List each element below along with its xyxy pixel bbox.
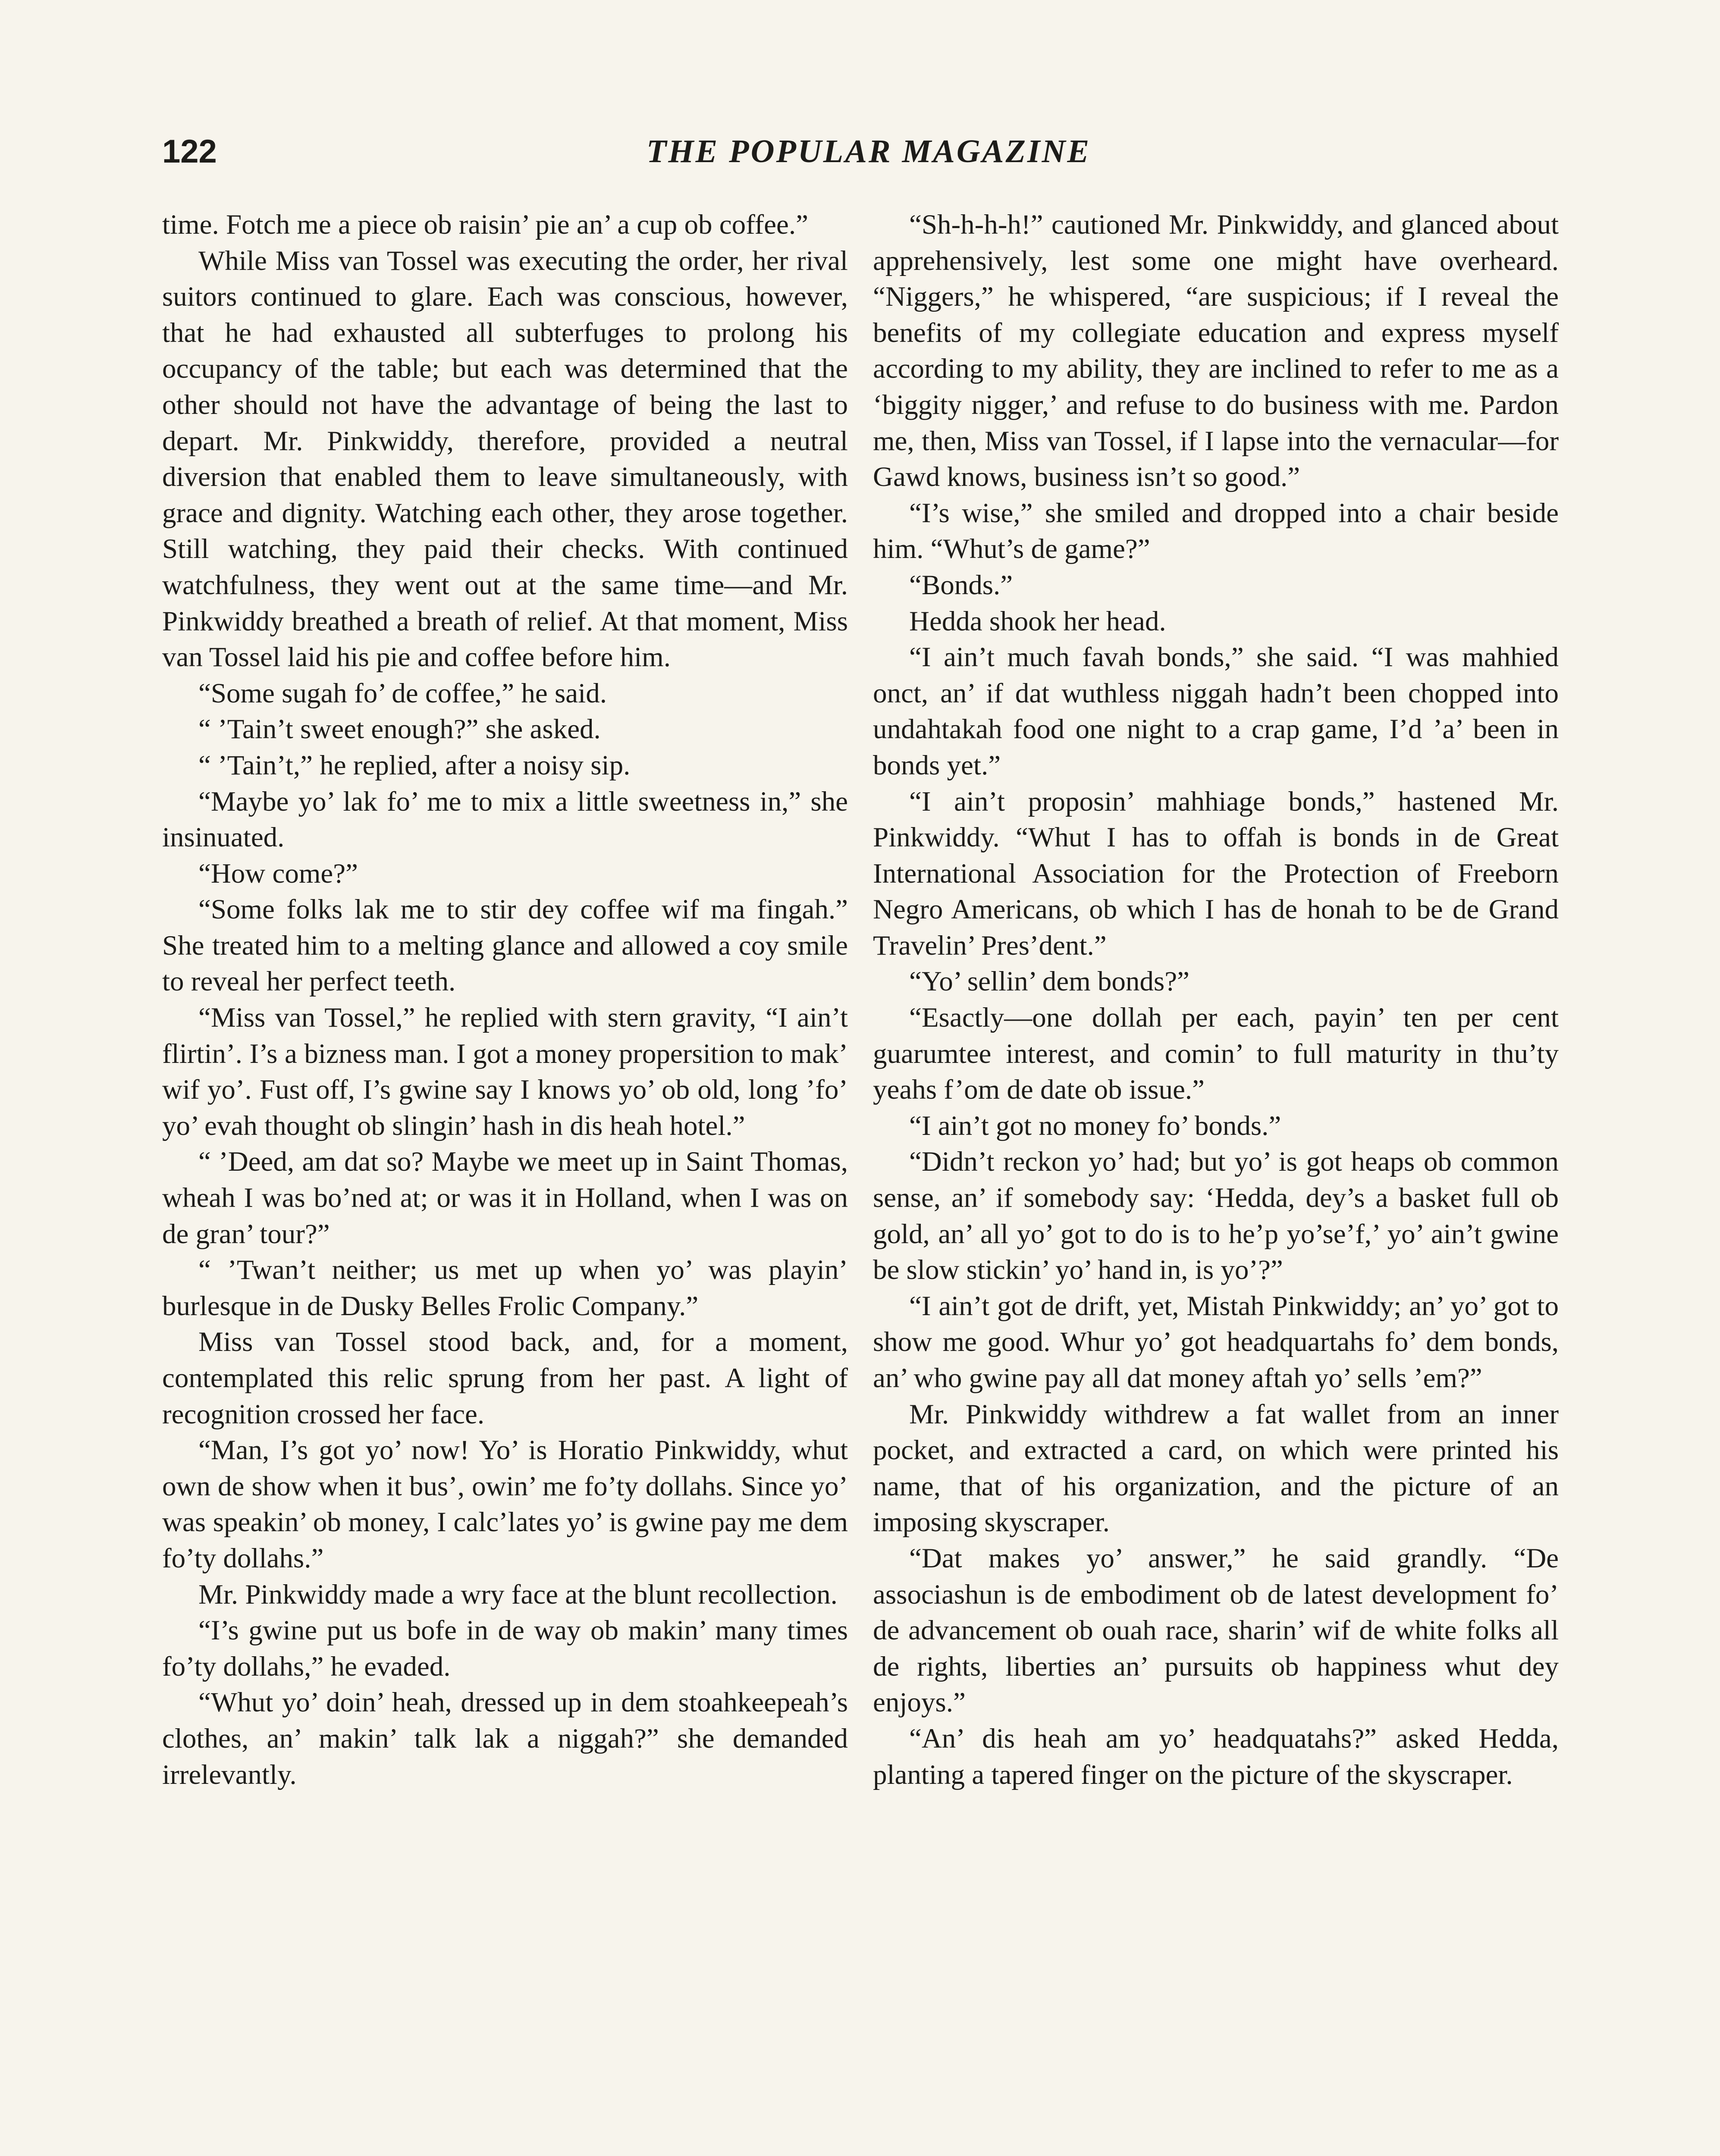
paragraph: “ ’Tain’t,” he replied, after a noisy sip. <box>198 749 631 781</box>
paragraph: “Miss van Tossel,” he replied with stern gravity, “I ain’t flirtin’. I’s a bizness man. I got a money propersition to mak’ wif yo’. Fust off, I’s gwine say I knows yo’ ob old, long ’fo’ yo’ evah thought ob slingin’ hash in dis heah hotel.” <box>162 1002 848 1141</box>
paragraph: Hedda shook her head. <box>909 605 1166 637</box>
paragraph: “Sh-h-h-h!” cautioned Mr. Pinkwiddy, and glanced about apprehensively, lest some one might have overheard. “Niggers,” he whispered, “are suspicious; if I reveal the benefits of my collegiate education and express myself according to my ability, they are inclined to refer to me as a ‘biggity nigger,’ and refuse to do business with me. Pardon me, then, Miss van Tossel, if I lapse into the vernacular—for Gawd knows, business isn’t so good.” <box>873 209 1559 493</box>
paragraph: “Didn’t reckon yo’ had; but yo’ is got heaps ob common sense, an’ if somebody say: ‘Hedda, dey’s a basket full ob gold, an’ all yo’ got to do is to he’p yo’se’f,’ yo’ ain’t gwine be slow stickin’ yo’ hand in, is yo’?” <box>873 1146 1559 1286</box>
running-head: THE POPULAR MAGAZINE <box>646 133 1091 169</box>
paragraph: “I ain’t proposin’ mahhiage bonds,” hastened Mr. Pinkwiddy. “Whut I has to offah is bonds in de Great International Association for the Protection of Freeborn Negro Americans, ob which I has de honah to be de Grand Travelin’ Pres’dent.” <box>873 786 1559 961</box>
right-column <box>873 207 1559 1793</box>
left-column <box>162 207 848 1793</box>
paragraph: “ ’Tain’t sweet enough?” she asked. <box>198 714 601 745</box>
page-header <box>162 125 1575 181</box>
paragraph: “Whut yo’ doin’ heah, dressed up in dem stoahkeepeah’s clothes, an’ makin’ talk lak a niggah?” she demanded irrelevantly. <box>162 1687 848 1790</box>
paragraph: “Bonds.” <box>909 569 1013 601</box>
paragraph: “Maybe yo’ lak fo’ me to mix a little sweetness in,” she insinuated. <box>162 786 848 853</box>
paragraph: Mr. Pinkwiddy made a wry face at the blunt recollection. <box>198 1579 838 1610</box>
paragraph: “I ain’t got no money fo’ bonds.” <box>909 1110 1281 1141</box>
paragraph: “I ain’t much favah bonds,” she said. “I was mahhied onct, an’ if dat wuthless niggah hadn’t been chopped into undahtakah food one night to a crap game, I’d ’a’ been in bonds yet.” <box>873 642 1559 781</box>
paragraph: “ ’Twan’t neither; us met up when yo’ was playin’ burlesque in de Dusky Belles Frolic Company.” <box>162 1254 848 1322</box>
paragraph: “Man, I’s got yo’ now! Yo’ is Horatio Pinkwiddy, whut own de show when it bus’, owin’ me fo’ty dollahs. Since yo’ was speakin’ ob money, I calc’lates yo’ is gwine pay me dem fo’ty dollahs.” <box>162 1435 848 1574</box>
paragraph: “Some sugah fo’ de coffee,” he said. <box>198 677 607 709</box>
paragraph: time. Fotch me a piece ob raisin’ pie an’ a cup ob coffee.” <box>162 209 808 240</box>
paragraph: Mr. Pinkwiddy withdrew a fat wallet from an inner pocket, and extracted a card, on which were printed his name, that of his organization, and the picture of an imposing skyscraper. <box>873 1398 1559 1538</box>
paragraph: While Miss van Tossel was executing the order, her rival suitors continued to glare. Each was conscious, however, that he had exhausted all subterfuges to prolong his occupancy of the table; but each was determined that the other should not have the advantage of being the last to depart. Mr. Pinkwiddy, therefore, provided a neutral diversion that enabled them to leave simultaneously, with grace and dignity. Watching each other, they arose together. Still watching, they paid their checks. With continued watchfulness, they went out at the same time—and Mr. Pinkwiddy breathed a breath of relief. At that moment, Miss van Tossel laid his pie and coffee before him. <box>162 245 848 673</box>
page-number: 122 <box>162 133 217 170</box>
paragraph: “ ’Deed, am dat so? Maybe we meet up in Saint Thomas, wheah I was bo’ned at; or was it in Holland, when I was on de gran’ tour?” <box>162 1146 848 1250</box>
paragraph: “An’ dis heah am yo’ headquatahs?” asked Hedda, planting a tapered finger on the picture of the skyscraper. <box>873 1723 1559 1790</box>
paragraph: “How come?” <box>198 858 358 889</box>
paragraph: “Esactly—one dollah per each, payin’ ten per cent guarumtee interest, and comin’ to full maturity in thu’ty yeahs f’om de date ob issue.” <box>873 1002 1559 1106</box>
paragraph: “Dat makes yo’ answer,” he said grandly. “De associashun is de embodiment ob de latest development fo’ de advancement ob ouah race, sharin’ wif de white folks all de rights, liberties an’ pursuits ob happiness whut dey enjoys.” <box>873 1542 1559 1718</box>
paragraph: Miss van Tossel stood back, and, for a moment, contemplated this relic sprung from her past. A light of recognition crossed her face. <box>162 1326 848 1430</box>
paragraph: “Yo’ sellin’ dem bonds?” <box>909 966 1190 997</box>
paragraph: “Some folks lak me to stir dey coffee wif ma fingah.” She treated him to a melting glance and allowed a coy smile to reveal her perfect teeth. <box>162 894 848 997</box>
paragraph: “I’s wise,” she smiled and dropped into a chair beside him. “Whut’s de game?” <box>873 497 1559 565</box>
paragraph: “I’s gwine put us bofe in de way ob makin’ many times fo’ty dollahs,” he evaded. <box>162 1615 848 1682</box>
paragraph: “I ain’t got de drift, yet, Mistah Pinkwiddy; an’ yo’ got to show me good. Whur yo’ got headquartahs fo’ dem bonds, an’ who gwine pay all dat money aftah yo’ sells ’em?” <box>873 1290 1559 1394</box>
